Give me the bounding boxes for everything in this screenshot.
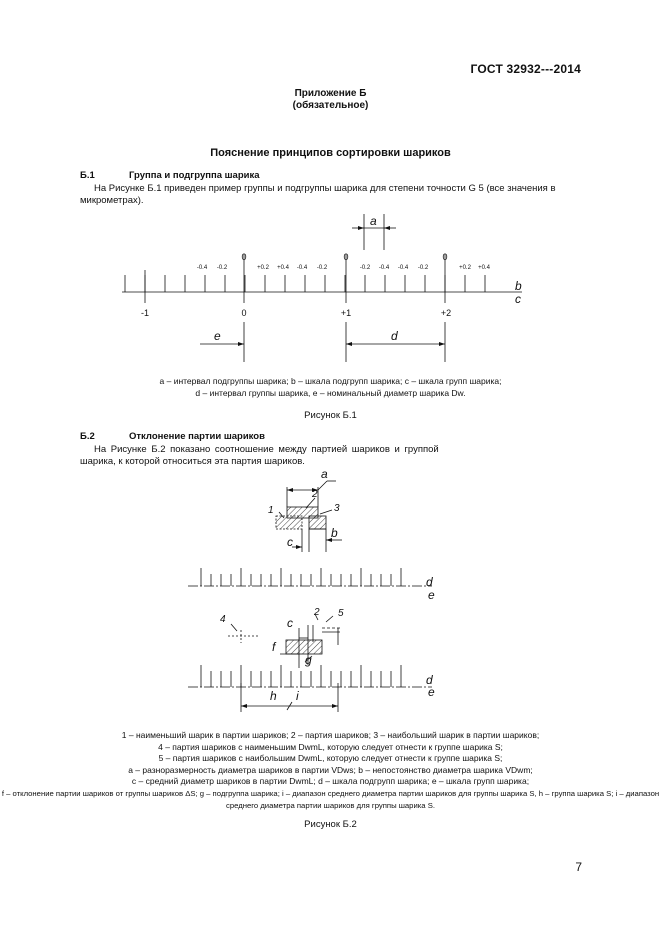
fig2-legend-line: a – разноразмерность диаметра шариков в партии VDws; b – непостоянство диаметра шарика VDwm; (128, 764, 533, 775)
fig2-number-4: 4 (220, 614, 226, 625)
fig1-legend-line: d – интервал группы шарика, e – номинальный диаметр шарика Dw. (195, 387, 466, 398)
fig1-tick-label: +0.4 (478, 265, 490, 271)
section-2-name: Отклонение партии шариков (129, 431, 265, 442)
figure-2-legend (0, 730, 661, 811)
fig1-tick-label: -0.2 (417, 265, 429, 271)
fig1-zero-label: 0 (442, 252, 448, 262)
fig1-letter-c: c (515, 292, 521, 306)
fig2-letter-e: e (428, 588, 435, 602)
fig1-tick-label: -0.2 (216, 265, 228, 271)
appendix-title: Приложение Б (294, 88, 367, 99)
fig1-tick-label: -0.2 (316, 265, 328, 271)
fig2-letter-b: b (331, 526, 338, 540)
section-1-name: Группа и подгруппа шарика (129, 170, 260, 181)
fig2-letter-c2: c (287, 616, 293, 630)
fig1-letter-b: b (515, 279, 522, 293)
fig2-number-2: 2 (312, 489, 318, 500)
fig1-legend-line: a – интервал подгруппы шарика; b – шкала подгрупп шарика; c – шкала групп шарика; (159, 376, 502, 386)
fig2-letter-e2: e (428, 685, 435, 699)
fig1-tick-label: -0.4 (397, 265, 409, 271)
section-1-text: На Рисунке Б.1 приведен пример группы и подгруппы шарика для степени точности G 5 (все значения в микрометрах). (80, 183, 556, 206)
fig2-letter-i: i (296, 689, 299, 703)
fig1-zero-label: 0 (241, 252, 247, 262)
fig1-tick-label: -0.4 (196, 265, 208, 271)
fig2-number-5: 5 (338, 608, 344, 619)
fig1-main-label: 0 (241, 308, 247, 318)
fig2-legend-line: f – отклонение партии шариков от группы шариков ΔS; g – подгруппа шарика; i – диапазон среднего диаметра партии шариков для группы шарика S, h – группа шарика S; i – диапазон среднего диаметра партии шариков для группы шарика S. (1, 788, 660, 810)
fig2-letter-f: f (272, 640, 276, 654)
figure-1-caption: Рисунок Б.1 (304, 410, 357, 421)
fig2-letter-d2: d (426, 673, 433, 687)
section-2-number: Б.2 (80, 431, 95, 442)
fig2-letter-d: d (426, 575, 433, 589)
fig1-main-label: +2 (440, 308, 452, 318)
fig1-letter-a: a (370, 214, 377, 228)
fig1-tick-label: +0.4 (277, 265, 289, 271)
appendix-status: (обязательное) (292, 100, 369, 111)
section-2-text-line: На Рисунке Б.2 показано соотношение между партией шариков и группой (94, 444, 439, 455)
fig1-tick-label: -0.4 (296, 265, 308, 271)
fig1-main-label: +1 (340, 308, 352, 318)
fig2-letter-h: h (270, 689, 277, 703)
fig2-letter-a: a (321, 467, 328, 481)
fig2-letter-g: g (305, 653, 312, 667)
fig2-letter-c: c (287, 535, 293, 549)
page-number: 7 (575, 860, 582, 874)
section-1-number: Б.1 (80, 170, 95, 181)
fig1-zero-label: 0 (343, 252, 349, 262)
fig2-number-2b: 2 (314, 607, 320, 618)
fig2-legend-line: 1 – наименьший шарик в партии шариков; 2 – партия шариков; 3 – наибольший шарик в партии шариков; (121, 730, 540, 740)
figure-2-caption: Рисунок Б.2 (304, 819, 357, 830)
fig2-number-1: 1 (268, 505, 274, 516)
fig2-legend-line: c – средний диаметр шариков в партии DwmL; d – шкала подгрупп шарика; e – шкала групп шарика; (131, 776, 530, 787)
fig1-main-label: -1 (140, 308, 150, 318)
section-2-text-line: шарика, к которой относиться эта партия шариков. (80, 456, 305, 467)
standard-header: ГОСТ 32932---2014 (470, 62, 581, 76)
page-title: Пояснение принципов сортировки шариков (210, 147, 451, 159)
fig1-tick-label: -0.4 (378, 265, 390, 271)
fig1-tick-label: -0.2 (359, 265, 371, 271)
fig1-letter-e: e (214, 329, 221, 343)
fig2-legend-line: 5 – партия шариков с наибольшим DwmL, которую следует отнести к группе шарика S; (158, 753, 503, 764)
fig1-tick-label: +0.2 (459, 265, 471, 271)
fig2-legend-line: 4 – партия шариков с наименьшим DwmL, которую следует отнести к группе шарика S; (158, 741, 503, 752)
fig2-number-3: 3 (334, 503, 340, 514)
fig1-tick-label: +0.2 (257, 265, 269, 271)
fig1-letter-d: d (391, 329, 398, 343)
